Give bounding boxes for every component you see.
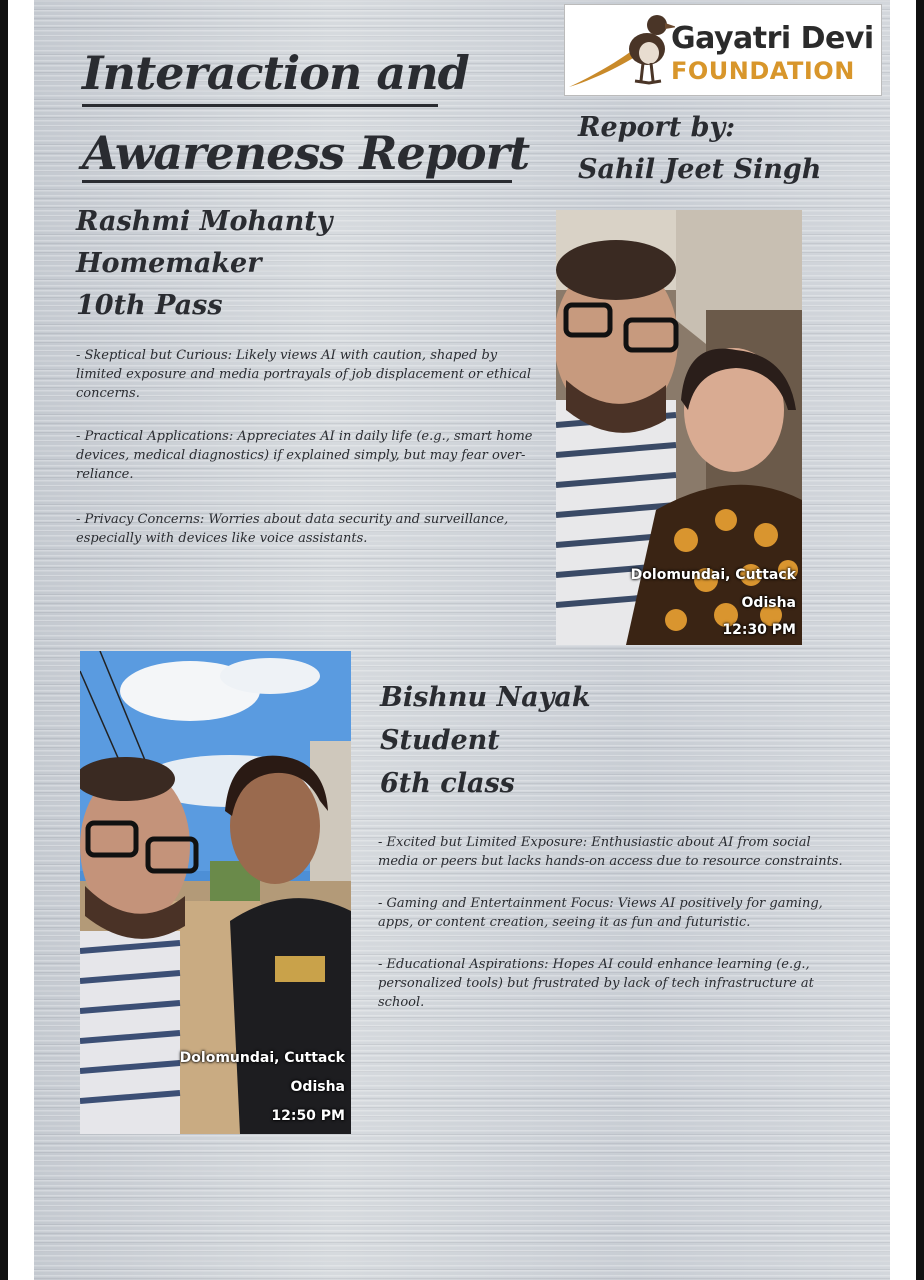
- profile-2-point-3: - Educational Aspirations: Hopes AI could enhance learning (e.g., personalized tools) but frustrated by lack of tech infrastructure at school.: [378, 957, 814, 1010]
- profile-1-photo: [556, 210, 802, 645]
- profile-2-name: Bishnu Nayak: [380, 682, 591, 713]
- report-page: [34, 0, 890, 1280]
- profile-1-name: Rashmi Mohanty: [76, 206, 333, 237]
- profile-1-occupation: Homemaker: [76, 248, 262, 279]
- logo-name-line-1: Gayatri Devi: [671, 21, 874, 56]
- right-border: [916, 0, 924, 1280]
- profile-2-point-2: - Gaming and Entertainment Focus: Views AI positively for gaming, apps, or content creation, seeing it as fun and futuristic.: [378, 896, 823, 930]
- logo-name-line-2: FOUNDATION: [671, 57, 855, 85]
- photo-2-time: 12:50 PM: [271, 1108, 345, 1124]
- profile-1-education: 10th Pass: [76, 290, 223, 321]
- profile-2-point-1: - Excited but Limited Exposure: Enthusiastic about AI from social media or peers but lacks hands-on access due to resource constraints.: [378, 835, 843, 869]
- photo-1-time: 12:30 PM: [722, 622, 796, 638]
- profile-1-point-1: - Skeptical but Curious: Likely views AI with caution, shaped by limited exposure and media portrayals of job displacement or ethical concerns.: [76, 348, 531, 401]
- photo-1-location-line-1: Dolomundai, Cuttack: [630, 567, 796, 583]
- foundation-logo: [564, 4, 882, 96]
- profile-1-point-3: - Privacy Concerns: Worries about data security and surveillance, especially with devices like voice assistants.: [76, 512, 509, 546]
- profile-2-occupation: Student: [380, 725, 500, 756]
- report-by-label: Report by:: [578, 112, 736, 143]
- photo-2-location-line-1: Dolomundai, Cuttack: [179, 1050, 345, 1066]
- photo-2-location-line-2: Odisha: [290, 1079, 345, 1095]
- title-line-2: Awareness Report: [82, 126, 530, 180]
- title-line-1: Interaction and: [82, 46, 469, 100]
- profile-1-point-2: - Practical Applications: Appreciates AI in daily life (e.g., smart home devices, medical diagnostics) if explained simply, but may fear over-reliance.: [76, 429, 533, 482]
- left-border: [0, 0, 8, 1280]
- bird-logo-icon: [565, 5, 675, 95]
- photo-1-location-line-2: Odisha: [741, 595, 796, 611]
- report-author: Sahil Jeet Singh: [578, 154, 822, 185]
- profile-2-education: 6th class: [380, 768, 515, 799]
- profile-2-photo: [80, 651, 351, 1134]
- title-underline-2: [82, 180, 512, 183]
- title-underline-1: [82, 104, 438, 107]
